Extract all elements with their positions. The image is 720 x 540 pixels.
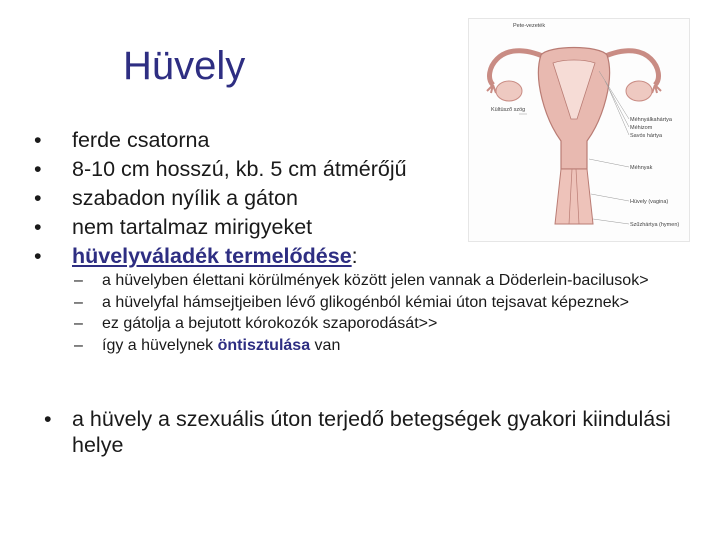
label-r3: Savós hártya — [630, 133, 663, 139]
bullet-text: szabadon nyílik a gáton — [72, 186, 298, 210]
bullet-marker: • — [34, 157, 42, 181]
last-bullet — [44, 406, 720, 458]
uterus-illustration — [469, 19, 689, 241]
bullet-marker: • — [34, 128, 42, 152]
label-r5: Hüvely (vagina) — [630, 199, 669, 205]
bullet-text: nem tartalmaz mirigyeket — [72, 215, 313, 239]
label-r4: Méhnyak — [630, 165, 653, 171]
sub-bullet-text: a hüvelyben élettani körülmények között jelen vannak a Döderlein-bacilusok> — [102, 272, 649, 289]
sub-bullet-item — [74, 272, 649, 291]
sub-bullet-text: ez gátolja a bejutott kórokozók szaporodását>> — [102, 315, 438, 332]
last-bullet-text: a hüvely a szexuális úton terjedő betegségek gyakori kiindulási helye — [72, 407, 671, 457]
left-fimbriae — [487, 85, 496, 93]
page-title: Hüvely — [123, 44, 246, 88]
bullet-item — [34, 184, 407, 213]
sub-bullet-item — [74, 294, 649, 313]
bullet-text-suffix: : — [351, 244, 358, 268]
bullet-text: ferde csatorna — [72, 128, 210, 152]
label-left: Kültüsző szög — [491, 107, 526, 113]
highlight-link[interactable]: hüvelyváladék termelődése — [72, 244, 352, 268]
label-r6: Szűzhártya (hymen) — [630, 222, 680, 228]
dash-marker: – — [74, 336, 83, 354]
anatomy-diagram — [468, 18, 690, 242]
bullet-item — [34, 213, 407, 242]
sub-bullet-list — [74, 272, 649, 358]
bullet-item — [34, 126, 407, 155]
sub-bullet-text-after: van — [310, 336, 341, 354]
left-ovary — [496, 81, 522, 101]
dash-marker: – — [74, 272, 83, 289]
bullet-item — [34, 155, 407, 184]
sub-bullet-text-before: így a hüvelynek — [102, 336, 218, 354]
sub-bullet-text: a hüvelyfal hámsejtjeiben lévő glikogénból kémiai úton tejsavat képeznek> — [102, 293, 629, 311]
bullet-list — [34, 126, 407, 271]
right-ovary — [626, 81, 652, 101]
bullet-marker: • — [34, 186, 42, 210]
bullet-item — [34, 242, 407, 271]
bullet-marker: • — [44, 407, 52, 431]
dash-marker: – — [74, 293, 83, 311]
bullet-text: 8-10 cm hosszú, kb. 5 cm átmérőjű — [72, 157, 407, 181]
sub-bullet-item — [74, 315, 649, 334]
emphasis-text: öntisztulása — [217, 336, 311, 354]
label-r1: Méhnyálkahártya — [630, 117, 672, 123]
sub-bullet-item — [74, 337, 649, 356]
dash-marker: – — [74, 315, 83, 332]
right-fimbriae — [652, 85, 661, 93]
bullet-marker: • — [34, 215, 42, 239]
label-r2: Méhizom — [630, 125, 653, 131]
bullet-marker: • — [34, 244, 42, 268]
label-top: Pete-vezeték — [513, 23, 546, 29]
vagina — [555, 169, 593, 224]
